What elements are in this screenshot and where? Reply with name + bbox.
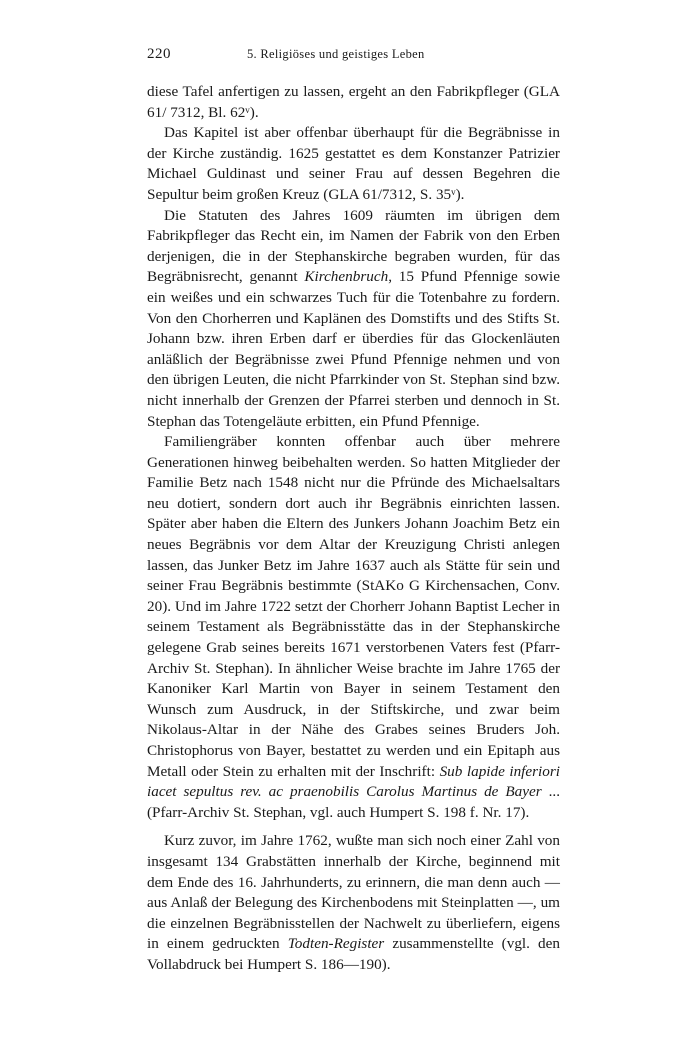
- page-header: [147, 46, 560, 68]
- italic-title: Todten-Register: [287, 935, 385, 953]
- paragraph: [147, 831, 560, 975]
- paragraph: [147, 432, 560, 823]
- text-segment: Das Kapitel ist aber offenbar überhaupt für die Begräbnisse in der Kirche zuständig. 1625 gestattet es dem Konstanzer Patrizier Michael Guldinast und seiner Frau auf dessen Begehren die Sepultur beim großen Kreuz (GLA 61/7312, S. 35ᵛ).: [147, 124, 560, 203]
- running-head: 5. Religiöses und geistiges Leben: [247, 47, 425, 61]
- text-segment: Die Statuten des Jahres 1609 räumten im übrigen dem Fabrikpfleger das Recht ein, im Namen der Fabrik von den Erben derjenigen, die in der Stephanskirche begraben wurden, für das Begräbnisrecht, genannt: [147, 206, 560, 286]
- text-segment: diese Tafel anfertigen zu lassen, ergeht an den Fabrikpfleger (GLA 61/ 7312, Bl. 62ᵛ).: [147, 83, 560, 121]
- body-text: [147, 82, 560, 976]
- text-segment: Kurz zuvor, im Jahre 1762, wußte man sich noch einer Zahl von insgesamt 134 Grabstätten innerhalb der Kirche, beginnend mit dem Ende des 16. Jahrhunderts, zu erinnern, die man denn auch — aus Anlaß der Belegung des Kirchenbodens mit Steinplatten —, um die einzelnen Begräbnisstellen der Nachwelt zu überliefern, eigens in einem gedruckten: [147, 832, 560, 953]
- paragraph: [147, 82, 560, 123]
- italic-term: Kirchenbruch: [304, 268, 389, 286]
- text-segment: , 15 Pfund Pfennige sowie ein weißes und ein schwarzes Tuch für die Totenbahre zu fordern. Von den Chorherren und Kaplänen des Domstifts und des Stifts St. Johann bzw. ihren Erben darf er überdies für das Glockenläuten anläßlich der Begräbnisse zwei Pfund Pfennige nehmen und von den übrigen Leuten, die nicht Pfarrkinder von St. Stephan sind bzw. nicht innerhalb der Grenzen der Pfarrei sterben und dennoch in St. Stephan das Totengeläute erbitten, ein Pfund Pfennige.: [147, 268, 560, 430]
- text-segment: zusammenstellte (vgl. den Vollabdruck bei Humpert S. 186—190).: [147, 935, 560, 973]
- italic-inscription: Sub lapide inferiori iacet sepultus rev. ac praenobilis Carolus Martinus de Bayer: [147, 762, 560, 801]
- text-segment: Familiengräber konnten offenbar auch über mehrere Generationen hinweg beibehalten werden. So hatten Mitglieder der Familie Betz nach 1548 nicht nur die Pfründe des Michaelsaltars neu dotiert, sondern dort auch ihr Begräbnis einrichten lassen. Später aber haben die Eltern des Junkers Johann Joachim Betz ein neues Begräbnis vor dem Altar der Kreuzigung Christi anlegen lassen, das Junker Betz im Jahre 1637 auch als Stätte für sein und seiner Frau Begräbnis bestimmte (StAKo G Kirchensachen, Conv. 20). Und im Jahre 1722 setzt der Chorherr Johann Baptist Lecher in seinem Testament als Begräbnisstätte das in der Stephanskirche gelegene Grab seines bereits 1671 verstorbenen Vaters fest (Pfarr-Archiv St. Stephan). In ähnlicher Weise brachte im Jahre 1765 der Kanoniker Karl Martin von Bayer in seinem Testament den Wunsch zum Ausdruck, in der Stiftskirche, und zwar beim Nikolaus-Altar in der Nähe des Grabes seines Bruders Joh. Christophorus von Bayer, bestattet zu werden und ein Epitaph aus Metall oder Stein zu erhalten mit der Inschrift:: [147, 433, 560, 780]
- paragraph: [147, 206, 560, 433]
- text-segment: ... (Pfarr-Archiv St. Stephan, vgl. auch Humpert S. 198 f. Nr. 17).: [147, 783, 561, 821]
- page-number: 220: [147, 46, 171, 62]
- paragraph: [147, 123, 560, 205]
